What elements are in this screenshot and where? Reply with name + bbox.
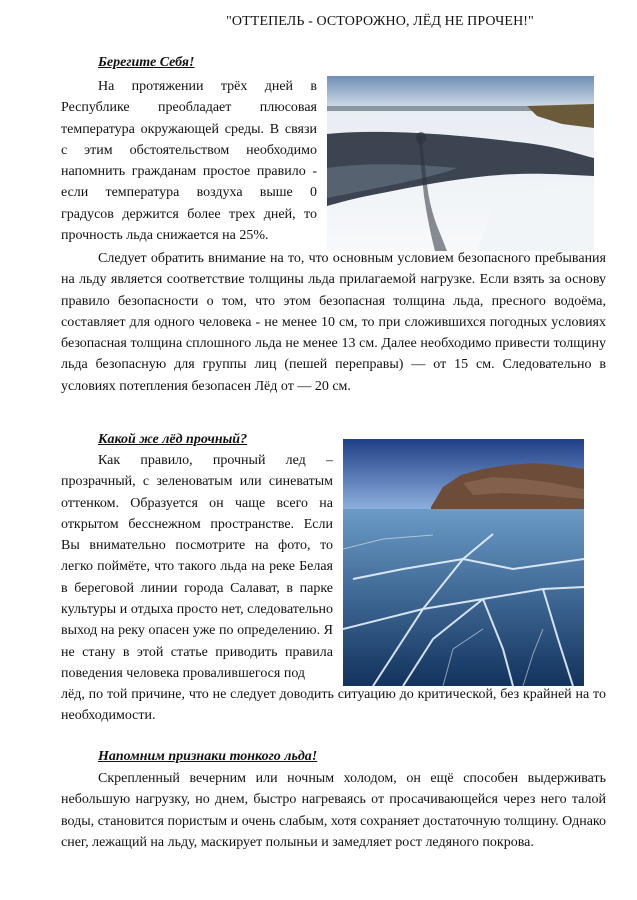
melting-ice-photo (327, 76, 594, 251)
section-heading-thin-ice: Напомним признаки тонкого льда! (98, 749, 318, 764)
section-3-paragraph: Скрепленный вечерним или ночным холодом, он ещё способен выдерживать небольшую нагрузку, но днем, быстро нагреваясь от просачивающейся через него талой воды, становится пористым и очень слабым, хотя сохраняет достаточную толщину. Однако снег, лежащий на льду, маскирует полыньи и замедляет рост ледяного покрова. (61, 771, 606, 850)
section-1-wrap-paragraph: На протяжении трёх дней в Республике преобладает плюсовая температура окружающей среды. В связи с этим обстоятельством необходимо напомнить гражданам простое правило - если температура воздуха выше 0 градусов держится более трех дней, то прочность льда снижается на 25%. (61, 79, 317, 244)
melting-ice-photo-image (327, 76, 594, 251)
section-heading-take-care: Берегите Себя! (98, 55, 195, 70)
clear-ice-photo (343, 439, 584, 686)
section-2-wrap-paragraph: Как правило, прочный лед – прозрачный, с зеленоватым или синеватым оттенком. Образуется он чаще всего на открытом бесснежном пространстве. Если Вы внимательно посмотрите на фото, то легко поймёте, что такого льда на реке Белая в береговой линии города Салават, в парке культуры и отдыха просто нет, следовательно выход на реку опасен уже по определению. Я не стану в этой статье приводить правила поведения человека провалившегося под (61, 453, 333, 681)
section-heading-strong-ice: Какой же лёд прочный? (98, 432, 248, 447)
clear-ice-photo-image (343, 439, 584, 686)
section-1-paragraph: Следует обратить внимание на то, что основным условием безопасного пребывания на льду является соответствие толщины льда прилагаемой нагрузке. Если взять за основу правило безопасности о том, что этом безопасная толщина льда, пресного водоёма, составляет для одного человека - не менее 10 см, то при сложившихся погодных условиях безопасная толщина сплошного льда не менее 13 см. Далее необходимо привести толщину льда безопасную для группы лиц (пешей переправы) — от 15 см. Следовательно в условиях потепления безопасен Лёд от — 20 см. (61, 251, 606, 394)
section-2-paragraph: лёд, по той причине, что не следует доводить ситуацию до критической, без крайней на то необходимости. (61, 687, 606, 724)
page-title: "ОТТЕПЕЛЬ - ОСТОРОЖНО, ЛЁД НЕ ПРОЧЕН!" (226, 14, 534, 29)
